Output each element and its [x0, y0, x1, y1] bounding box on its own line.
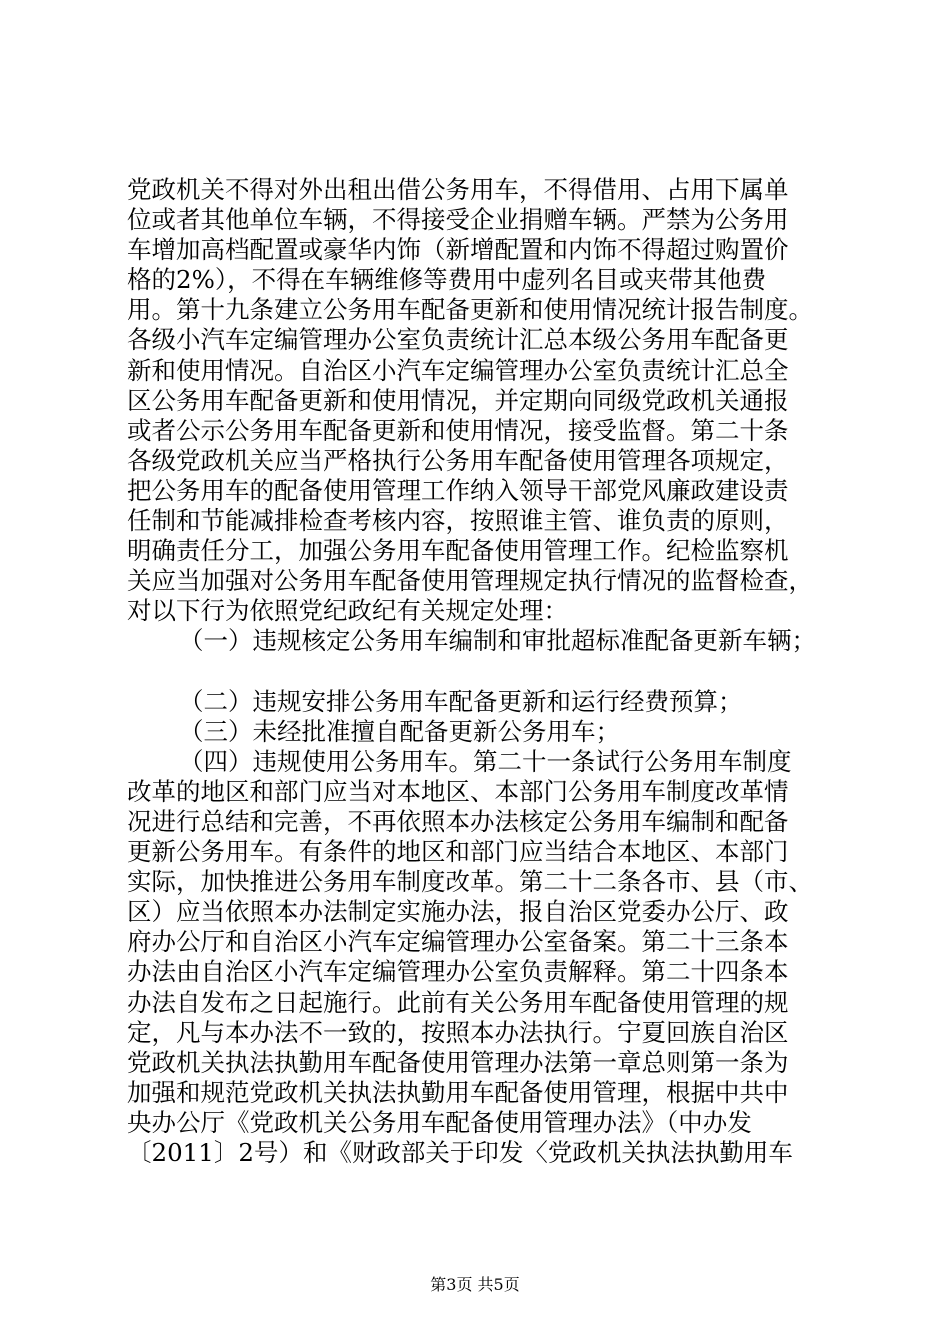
text-line: 对以下行为依照党纪政纪有关规定处理：	[127, 596, 568, 626]
text-line: 区）应当依照本办法制定实施办法，报自治区党委办公厅、政	[127, 897, 789, 927]
list-item: （四）违规使用公务用车。第二十一条试行公务用车制度	[179, 746, 792, 776]
text-line: 明确责任分工，加强公务用车配备使用管理工作。纪检监察机	[127, 536, 789, 566]
text-line: 关应当加强对公务用车配备使用管理规定执行情况的监督检查，	[127, 566, 813, 596]
list-item: （一）违规核定公务用车编制和审批超标准配备更新车辆；	[179, 626, 816, 656]
text-line: 各级小汽车定编管理办公室负责统计汇总本级公务用车配备更	[127, 325, 789, 355]
text-line: 实际，加快推进公务用车制度改革。第二十二条各市、县（市、	[127, 867, 813, 897]
document-body	[127, 175, 847, 1168]
text-line: 位或者其他单位车辆，不得接受企业捐赠车辆。严禁为公务用	[127, 205, 789, 235]
text-line: 或者公示公务用车配备更新和使用情况，接受监督。第二十条	[127, 415, 789, 445]
text-line: 央办公厅《党政机关公务用车配备使用管理办法》（中办发	[127, 1107, 752, 1137]
text-line: 任制和节能减排检查考核内容，按照谁主管、谁负责的原则，	[127, 506, 789, 536]
list-item: （二）违规安排公务用车配备更新和运行经费预算；	[179, 686, 743, 716]
text-line: 格的2%），不得在车辆维修等费用中虚列名目或夹带其他费	[127, 265, 767, 295]
list-item: （三）未经批准擅自配备更新公务用车；	[179, 716, 620, 746]
text-line: 把公务用车的配备使用管理工作纳入领导干部党风廉政建设责	[127, 475, 789, 505]
text-line: 改革的地区和部门应当对本地区、本部门公务用车制度改革情	[127, 776, 789, 806]
text-line: 新和使用情况。自治区小汽车定编管理办公室负责统计汇总全	[127, 355, 789, 385]
text-line: 办法由自治区小汽车定编管理办公室负责解释。第二十四条本	[127, 957, 789, 987]
text-line: 府办公厅和自治区小汽车定编管理办公室备案。第二十三条本	[127, 927, 789, 957]
page-number-footer: 第3页 共5页	[430, 1275, 520, 1294]
text-line: 定，凡与本办法不一致的，按照本办法执行。宁夏回族自治区	[127, 1017, 789, 1047]
text-line: 更新公务用车。有条件的地区和部门应当结合本地区、本部门	[127, 837, 789, 867]
text-line: 党政机关不得对外出租出借公务用车，不得借用、占用下属单	[127, 175, 789, 204]
text-line: 况进行总结和完善，不再依照本办法核定公务用车编制和配备	[127, 806, 789, 836]
text-line: 区公务用车配备更新和使用情况，并定期向同级党政机关通报	[127, 385, 789, 415]
text-line: 用。第十九条建立公务用车配备更新和使用情况统计报告制度。	[127, 295, 813, 325]
text-line: 加强和规范党政机关执法执勤用车配备使用管理，根据中共中	[127, 1077, 789, 1107]
paragraph-gap	[127, 657, 847, 687]
text-line: 〔2011〕2号）和《财政部关于印发〈党政机关执法执勤用车	[127, 1138, 793, 1167]
text-line: 党政机关执法执勤用车配备使用管理办法第一章总则第一条为	[127, 1047, 789, 1077]
text-line: 车增加高档配置或豪华内饰（新增配置和内饰不得超过购置价	[127, 235, 789, 265]
text-line: 办法自发布之日起施行。此前有关公务用车配备使用管理的规	[127, 987, 789, 1017]
text-line: 各级党政机关应当严格执行公务用车配备使用管理各项规定，	[127, 445, 789, 475]
